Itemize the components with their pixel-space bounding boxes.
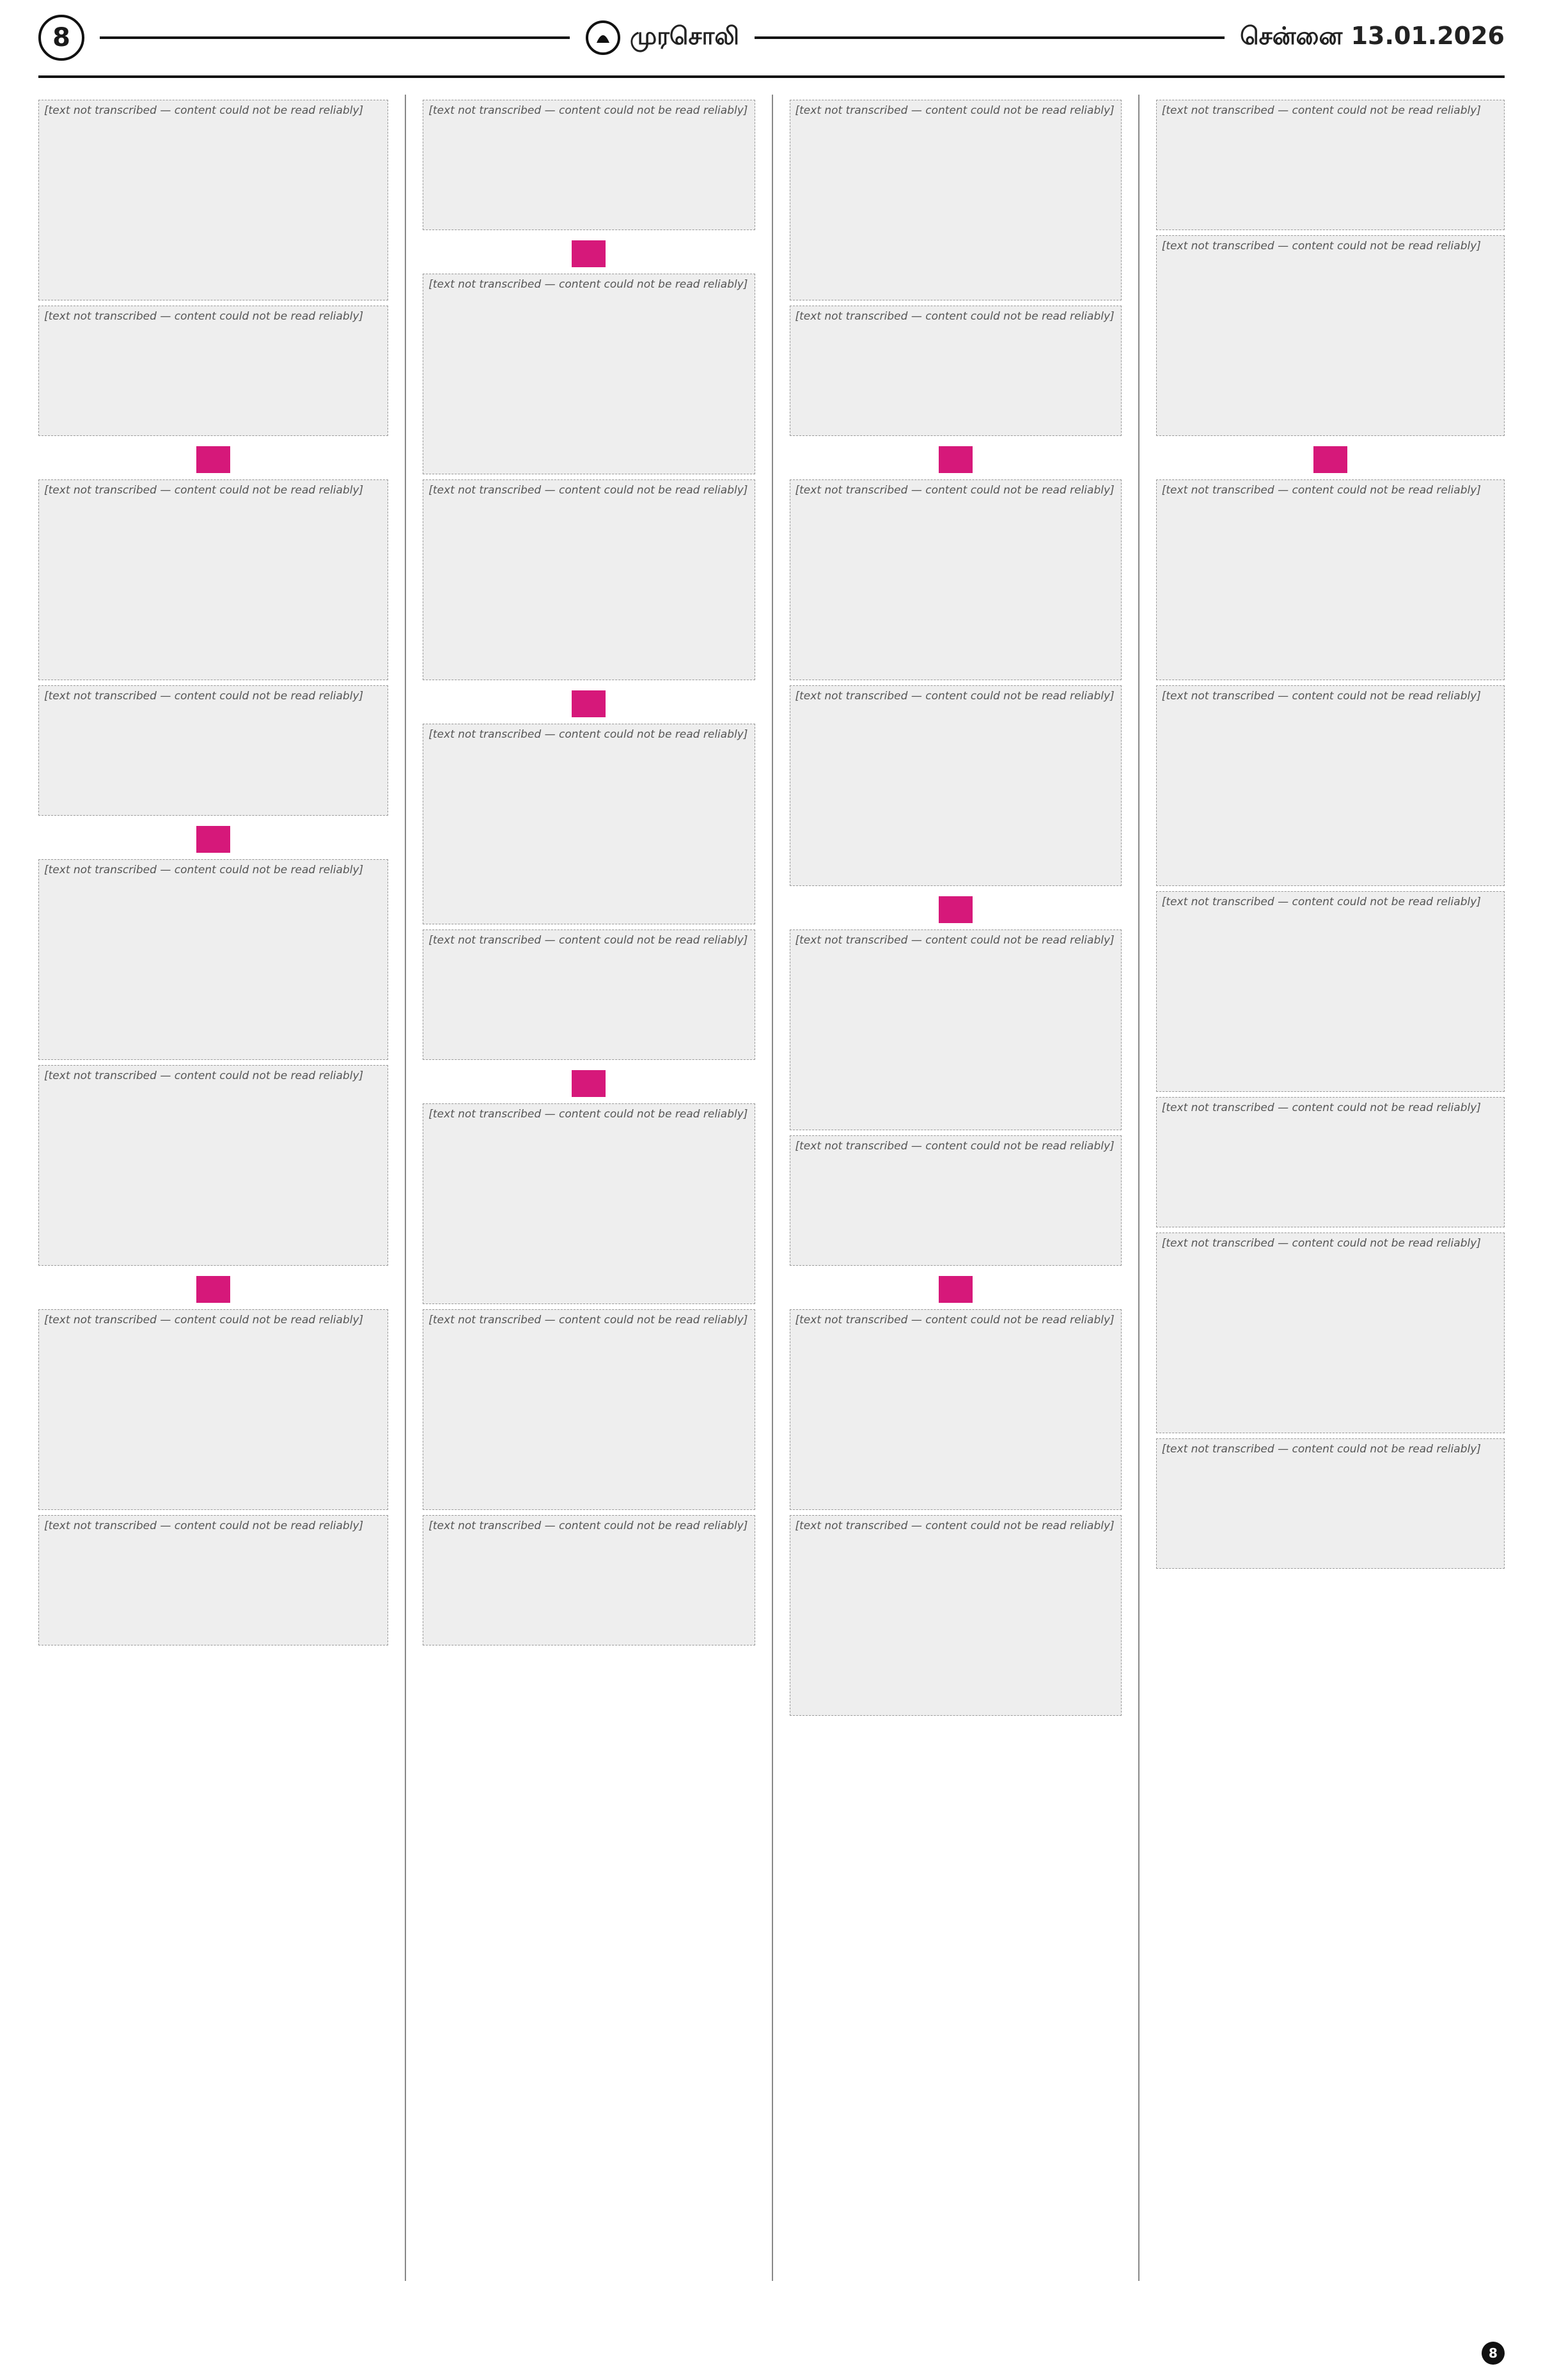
placeholder-block: [text not transcribed — content could not be read reliably] <box>38 859 388 1060</box>
placeholder-block: [text not transcribed — content could not be read reliably] <box>790 100 1122 300</box>
dateline: சென்னை 13.01.2026 <box>1240 22 1505 50</box>
placeholder-block: [text not transcribed — content could not be read reliably] <box>790 1135 1122 1266</box>
placeholder-block: [text not transcribed — content could not be read reliably] <box>1156 1097 1505 1227</box>
placeholder-block: [text not transcribed — content could not be read reliably] <box>38 1515 388 1645</box>
placeholder-block: [text not transcribed — content could not be read reliably] <box>38 685 388 816</box>
placeholder-block: [text not transcribed — content could not be read reliably] <box>423 724 755 924</box>
masthead-title: முரசொலி <box>630 22 740 50</box>
masthead <box>38 0 1505 78</box>
column-1 <box>38 95 405 2281</box>
placeholder-block: [text not transcribed — content could not be read reliably] <box>1156 479 1505 680</box>
placeholder-block: [text not transcribed — content could not be read reliably] <box>790 1515 1122 1716</box>
placeholder-block: [text not transcribed — content could not be read reliably] <box>790 306 1122 436</box>
placeholder-block: [text not transcribed — content could not be read reliably] <box>38 100 388 300</box>
placeholder-block: [text not transcribed — content could not be read reliably] <box>790 479 1122 680</box>
section-banner-placeholder <box>196 446 230 473</box>
column-3 <box>772 95 1138 2281</box>
section-banner-placeholder <box>939 896 973 923</box>
placeholder-block: [text not transcribed — content could not be read reliably] <box>1156 1233 1505 1433</box>
section-banner-placeholder <box>196 826 230 853</box>
article-columns <box>38 95 1505 2281</box>
placeholder-block: [text not transcribed — content could not be read reliably] <box>423 929 755 1060</box>
newspaper-logo <box>585 20 739 56</box>
placeholder-block: [text not transcribed — content could not be read reliably] <box>423 479 755 680</box>
placeholder-block: [text not transcribed — content could not be read reliably] <box>1156 235 1505 436</box>
section-banner-placeholder <box>939 1276 973 1303</box>
placeholder-block: [text not transcribed — content could not be read reliably] <box>790 929 1122 1130</box>
section-banner-placeholder <box>572 240 606 267</box>
section-banner-placeholder <box>939 446 973 473</box>
masthead-rule-right <box>755 36 1225 39</box>
logo-emblem-icon <box>585 20 621 56</box>
footer-page-number: 8 <box>1482 2342 1505 2365</box>
placeholder-block: [text not transcribed — content could not be read reliably] <box>423 274 755 474</box>
placeholder-block: [text not transcribed — content could not be read reliably] <box>423 1103 755 1304</box>
section-banner-placeholder <box>572 690 606 717</box>
placeholder-block: [text not transcribed — content could not be read reliably] <box>38 1309 388 1510</box>
placeholder-block: [text not transcribed — content could not be read reliably] <box>423 100 755 230</box>
placeholder-block: [text not transcribed — content could not be read reliably] <box>790 1309 1122 1510</box>
column-2 <box>405 95 771 2281</box>
section-banner-placeholder <box>1313 446 1347 473</box>
placeholder-block: [text not transcribed — content could not be read reliably] <box>423 1309 755 1510</box>
placeholder-block: [text not transcribed — content could not be read reliably] <box>423 1515 755 1645</box>
masthead-rule-left <box>100 36 570 39</box>
column-4 <box>1138 95 1505 2281</box>
placeholder-block: [text not transcribed — content could not be read reliably] <box>38 306 388 436</box>
section-banner-placeholder <box>196 1276 230 1303</box>
placeholder-block: [text not transcribed — content could not be read reliably] <box>38 479 388 680</box>
placeholder-block: [text not transcribed — content could not be read reliably] <box>1156 891 1505 1092</box>
page-number: 8 <box>38 15 84 61</box>
placeholder-block: [text not transcribed — content could not be read reliably] <box>1156 1438 1505 1569</box>
section-banner-placeholder <box>572 1070 606 1097</box>
placeholder-block: [text not transcribed — content could not be read reliably] <box>790 685 1122 886</box>
placeholder-block: [text not transcribed — content could not be read reliably] <box>1156 100 1505 230</box>
placeholder-block: [text not transcribed — content could not be read reliably] <box>1156 685 1505 886</box>
placeholder-block: [text not transcribed — content could not be read reliably] <box>38 1065 388 1266</box>
